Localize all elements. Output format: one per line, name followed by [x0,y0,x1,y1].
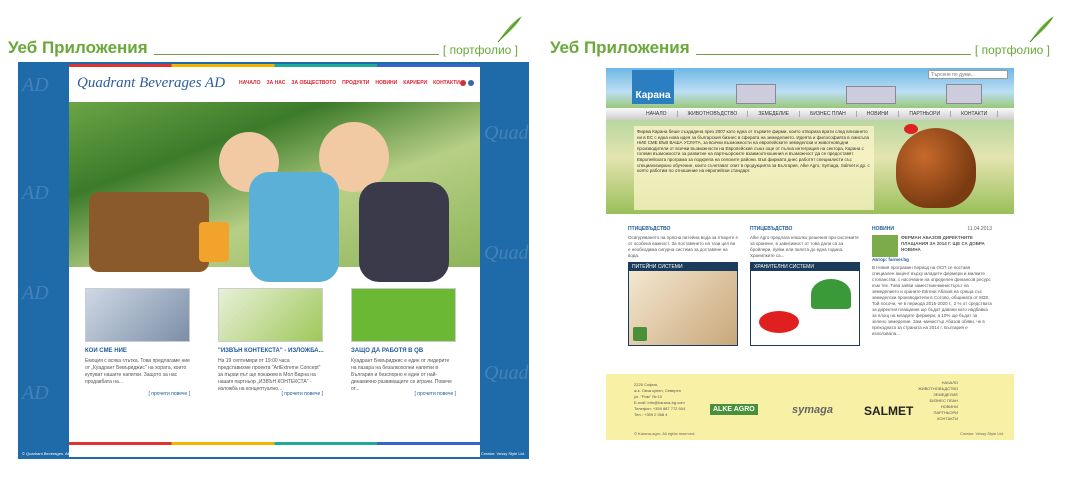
news-author: Автор: farmer.bg [872,257,909,262]
address-line: ул. "Рим" № 10 [634,394,662,399]
company-logo[interactable]: Quadrant Beverages AD [77,74,226,91]
footer-link[interactable]: БИЗНЕС ПЛАН [929,398,958,403]
footer-link[interactable]: ЗЕМЕДЕЛИЕ [933,392,958,397]
partner-logo-salmet[interactable]: SALMET [864,404,914,418]
main-menu [239,80,460,86]
nav-item-news[interactable]: НОВИНИ [375,80,398,86]
watermark-text: AD [22,182,49,204]
footer [606,374,1014,440]
hero-banner [606,120,1014,214]
site-header [606,68,1014,108]
news-thumbnail[interactable] [872,235,898,257]
silo-graphic [846,86,896,104]
nav-item-contacts[interactable]: КОНТАКТИ [433,80,460,86]
feature-cards [69,288,480,397]
flag-en-icon[interactable] [468,80,474,86]
section-title: Уеб Приложения [8,38,148,57]
content-columns [628,226,860,346]
top-navigation [69,64,480,102]
quadrant-website-screenshot [18,62,562,459]
box-title: ХРАНИТЕЛНИ СИСТЕМИ [751,263,859,271]
nav-item-livestock[interactable]: ЖИВОТНОВЪДСТВО [678,111,749,117]
card-text: Куадрант Бевъриджис е един от лидерите на пазара на безалкохолни напитки в България и безспорно е един от най-динамично развиващите се играчи. Повече от... [351,358,452,392]
watermark-text: AD [22,282,49,304]
read-more-link[interactable]: [ прочети повече ] [148,391,190,397]
nav-item-careers[interactable]: КАРИЕРИ [403,80,428,86]
language-switcher[interactable] [460,80,474,86]
phone-number: Тел.: +359 2 988 4 [634,412,668,417]
product-box[interactable] [750,262,860,346]
footer-link[interactable]: НАЧАЛО [941,380,958,385]
main-menu [606,108,1014,120]
nav-item-products[interactable]: ПРОДУКТИ [342,80,370,86]
hen-comb [904,124,918,134]
nav-item-home[interactable]: НАЧАЛО [636,111,678,117]
news-heading[interactable]: НОВИНИ [872,226,894,232]
copyright-text: © Quadrant Beverages. All rights reserved. [22,450,99,456]
chicks-photo [629,271,737,345]
alke-logo-icon [633,327,647,341]
logo-text: Карана [635,90,671,101]
nav-item-news[interactable]: НОВИНИ [857,111,900,117]
creator-link[interactable]: Creator: Vessy Style Ltd. [959,431,1004,436]
nav-item-home[interactable]: НАЧАЛО [239,80,261,86]
column-text: Осигуряването на прясна питейна вода за птиците е от особена важност. За поставянето на тази цел ви е необходима сигурна система за доставяне на вода. [628,235,739,258]
feeder-photo [751,271,859,345]
red-feeder [759,311,799,333]
color-stripe [69,64,480,67]
partner-logo-symaga[interactable]: symaga [792,404,833,416]
news-text: В Новия програмен период на ОСП се поставя специален акцент върху младите фермери и малките стопанства, с насочване на определен финансов ресурс към тях. Това заяви заместник-министърът на земеделието и храните Евгени Абазов на среща със земеделски производители в Сотово, общината от МЗХ. Той посочи, че в периода 2015-2020 г., 2 % от средствата за директни плащания ще бъдат давани като надбавка за площ на младите фермери, а 10% ще бъдат за зелено земеделие. Зам.-министър Абазов обяви, че в преходната за страната на 2014 г. България е използвала... [872,265,992,336]
footer-link[interactable]: ПАРТНЬОРИ [933,410,958,415]
card-text: На 19 септември от 19:00 часа представихме проекта "ArtExtreme Concept" за първи път ще покажем в Мол Варна на нашия партньор „ИЗВЪН КОНТЕКСТА" - изложба на концептуално... [218,358,321,392]
footer-link[interactable]: ЖИВОТНОВЪДСТВО [918,386,958,391]
card-careers [351,288,456,397]
nav-item-society[interactable]: ЗА ОБЩЕСТВОТО [291,80,337,86]
juice-glass [199,222,229,262]
nav-item-agriculture[interactable]: ЗЕМЕДЕЛИЕ [748,111,800,117]
product-box[interactable] [628,262,738,346]
watermark-text: Quadrant [484,362,562,384]
page-container [69,64,480,457]
watermark-text: Quadrant [484,242,562,264]
address-line: 2225 София, [634,382,658,387]
creator-link[interactable]: Creator: Vessy Style Ltd. [480,450,525,456]
column-drinking [628,226,738,346]
nav-item-about[interactable]: ЗА НАС [266,80,286,86]
box-title: ПИТЕЙНИ СИСТЕМИ [629,263,737,271]
read-more-link[interactable]: [ прочети повече ] [281,391,323,397]
card-about [85,288,190,397]
section-title: Уеб Приложения [550,38,690,57]
person-figure [359,182,449,282]
news-date: 11.04.2013 [967,226,992,232]
card-exhibition [218,288,323,397]
green-feeder [811,279,851,309]
nav-item-partners[interactable]: ПАРТНЬОРИ [899,111,951,117]
title-underline [696,54,971,55]
contact-address [634,382,704,418]
column-heading[interactable]: ПТИЦЕВЪДСТВО [750,226,793,232]
title-underline [154,54,439,55]
portfolio-tag: [ портфолио ] [974,43,1050,57]
hen-image [896,128,976,208]
column-feeding [750,226,860,346]
news-title[interactable]: ФЕРМАН АБАЗОВ ДИРЕКТНИТЕ ПЛАЩАНИЯ ЗА 2014 Г. ЩЕ СА ДОБРА НОВИНА [901,235,985,252]
portfolio-header-left [8,30,518,58]
news-sidebar [872,226,992,361]
person-figure [249,172,339,282]
portfolio-header-right [550,30,1050,58]
watermark-text: AD [22,382,49,404]
card-title[interactable]: КОИ СМЕ НИЕ [85,348,127,354]
flag-bg-icon[interactable] [460,80,466,86]
nav-item-business-plan[interactable]: БИЗНЕС ПЛАН [800,111,857,117]
nav-item-contacts[interactable]: КОНТАКТИ [951,111,998,117]
intro-text: Фирма Карана беше създадена през 2007 като една от първите фирми, които отвориха врати след влизането ни в ЕС с една нова идея за българския бизнес в сферата на земеделието. Идеята и философията в смисъла НИЕ СМЕ ВЪВ ВАША УСЛУГА, за всички възможности на европейските земеделски и животновъдни производители от всички възможности на Европейския съюз още от пълна интеграция на сектора, Карана с големи възможности за развитие на партньорските взаимоотношения и възможност да се предоставят Европейската програма за подкрепа на селските райони. Във фирмата днес работят специалисти със специализирано обучение, които съчетават опит в продукцията за България, Alke Agro, Symaga, Salmet и др. с която работим по отношение на европейски стандарт. [634,126,874,210]
partner-logo-alke[interactable]: ALKE AGRO [710,404,758,415]
footer [18,447,529,459]
color-stripe [69,442,480,445]
exhibition-photo [218,288,323,342]
silo-graphic [736,84,776,104]
karana-logo[interactable] [632,70,674,104]
watermark-text: Quadrant [484,122,562,144]
phone-number: Телефон: +359 887 772 504 [634,406,686,411]
silo-graphic [946,84,982,104]
email-link[interactable]: E-mail: info@karana-bg.com [634,400,685,405]
watermark-text: AD [22,74,49,96]
read-more-link[interactable]: [ прочети повече ] [414,391,456,397]
news-heading-row [872,226,992,232]
card-text: Емоция с всяка глътка. Това предлагаме ние от „Куадрант Бевъриджис" на хората, които купуват нашите напитки. Защото за нас продавбата на... [85,358,190,385]
column-heading[interactable]: ПТИЦЕВЪДСТВО [628,226,671,232]
card-title[interactable]: "ИЗВЪН КОНТЕКСТА" - ИЗЛОЖБА... [218,348,324,354]
feather-icon [494,14,524,44]
team-photo [85,288,190,342]
karana-website-screenshot [606,68,1014,440]
footer-link[interactable]: НОВИНИ [940,404,958,409]
footer-link[interactable]: КОНТАКТИ [937,416,958,421]
hero-family-photo [69,102,480,267]
portfolio-tag: [ портфолио ] [442,43,518,57]
column-text: Alke Agro предлага няколко решения при системите за хранене, в зависимост от това дали са за бройлери, пуйки или пилета до една година. Хранилките са... [750,235,859,258]
card-title[interactable]: ЗАЩО ДА РАБОТЯ В QB [351,348,424,354]
smiley-sign-photo [351,288,456,342]
footer-menu [918,380,958,422]
picnic-basket [89,192,209,272]
search-input[interactable] [928,70,1008,79]
copyright-text: © Karana-agro. All rights reserved. [634,431,696,436]
feather-icon [1026,14,1056,44]
address-line: ж.к. Овча купел, Северен [634,388,681,393]
